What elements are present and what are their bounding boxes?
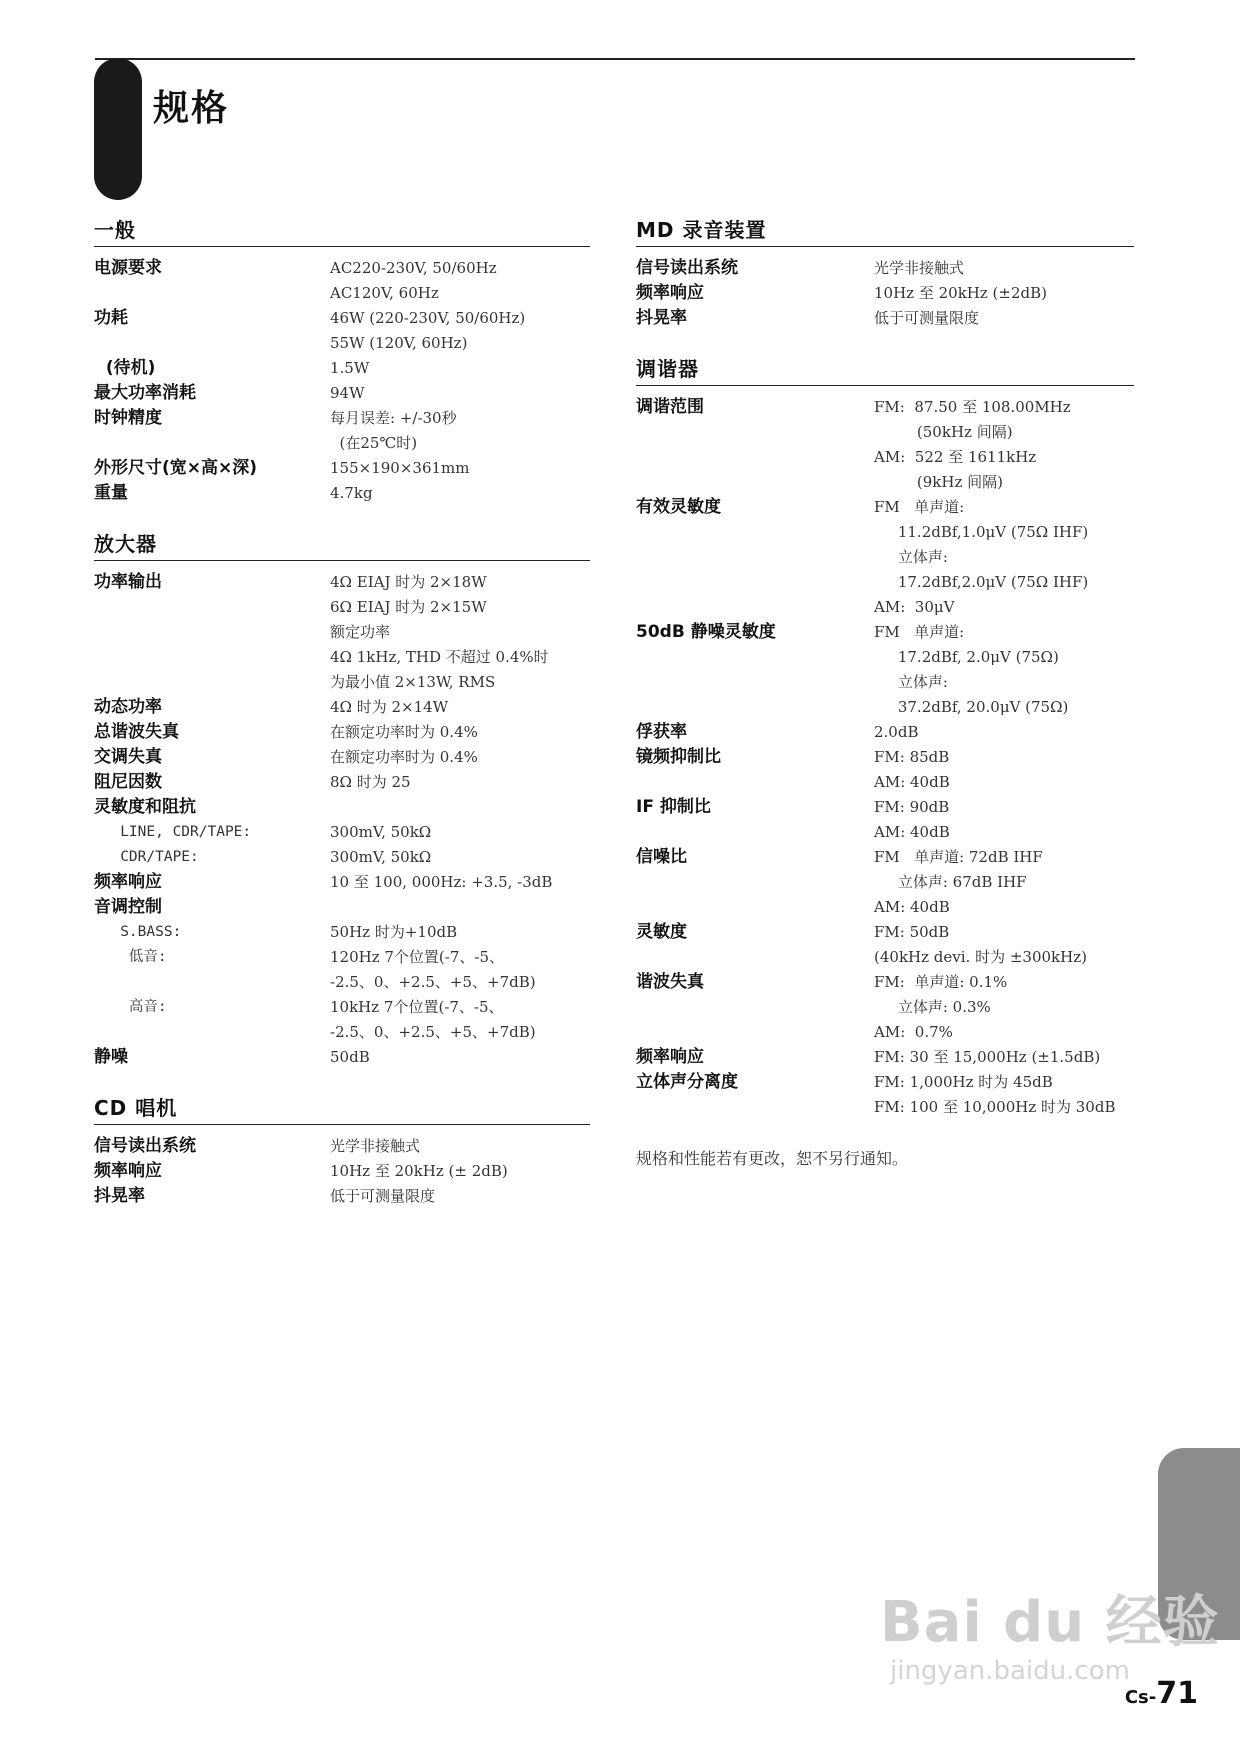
spec-value: 光学非接触式 [330,1137,421,1155]
spec-label: IF 抑制比 [636,797,711,817]
spec-row [94,745,590,770]
spec-row [94,406,590,456]
spec-values [330,945,590,995]
spec-label: 重量 [94,483,128,503]
spec-value: 4Ω 时为 2×14W [330,698,449,716]
spec-row [94,820,590,845]
spec-value: AM: 0.7% [874,1023,953,1041]
spec-label: 50dB 静噪灵敏度 [636,622,776,642]
spec-value: 10Hz 至 20kHz (±2dB) [874,284,1047,302]
spec-values [330,306,590,356]
spec-values [874,795,1134,845]
section-gap [636,331,1134,349]
spec-row [94,920,590,945]
spec-label: 信噪比 [636,847,687,867]
spec-label: 交调失真 [94,747,162,767]
spec-values [874,620,1134,720]
spec-row [94,1159,590,1184]
spec-values [330,695,590,720]
spec-values [330,406,590,456]
spec-value: FM: 87.50 至 108.00MHz [874,398,1071,416]
spec-value: 4Ω 1kHz, THD 不超过 0.4%时 [330,648,549,666]
spec-value: FM 单声道: [874,623,965,641]
spec-label: 抖晃率 [94,1186,145,1206]
spec-label: 阻尼因数 [94,772,162,792]
spec-label: S.BASS: [94,924,182,940]
spec-value: 在额定功率时为 0.4% [330,723,478,741]
page-title: 规格 [153,88,230,129]
spec-row [636,306,1134,331]
spec-value: 立体声: 0.3% [874,998,991,1016]
spec-label: 频率响应 [94,872,162,892]
spec-label: 高音: [94,999,167,1015]
spec-label: 低音: [94,949,167,965]
spec-label: 有效灵敏度 [636,497,721,517]
spec-label: 静噪 [94,1047,128,1067]
spec-label: 抖晃率 [636,308,687,328]
chapter-tab [94,58,142,200]
spec-values [330,745,590,770]
spec-value: 2.0dB [874,723,919,741]
spec-value: AC120V, 60Hz [330,284,439,302]
spec-label: 信号读出系统 [94,1136,196,1156]
spec-value: 光学非接触式 [874,259,965,277]
spec-value: 立体声: [874,673,948,691]
spec-label: LINE, CDR/TAPE: [94,824,252,840]
spec-value: 46W (220-230V, 50/60Hz) [330,309,526,327]
spec-value: (9kHz 间隔) [874,473,1004,491]
section-gap [94,506,590,524]
spec-row [636,1070,1134,1120]
spec-value: 17.2dBf,2.0μV (75Ω IHF) [874,573,1089,591]
spec-values [874,495,1134,620]
spec-value: 155×190×361mm [330,459,470,477]
spec-values [874,256,1134,281]
right-sections [636,210,1134,1120]
spec-label: 灵敏度 [636,922,687,942]
spec-value: (在25℃时) [330,434,418,452]
spec-value: 94W [330,384,365,402]
section-title: MD 录音装置 [636,210,1134,247]
page-number-prefix: Cs- [1124,1687,1157,1708]
section-title: 调谐器 [636,349,1134,386]
spec-note: 规格和性能若有更改，恕不另行通知。 [636,1149,909,1168]
spec-value: 17.2dBf, 2.0μV (75Ω) [874,648,1059,666]
spec-row [94,870,590,895]
spec-row [636,620,1134,720]
spec-row [94,895,590,920]
spec-label: 立体声分离度 [636,1072,738,1092]
section-gap [94,1070,590,1088]
spec-label: (待机) [94,358,156,378]
spec-label: 调谐范围 [636,397,704,417]
spec-value: 立体声: 67dB IHF [874,873,1027,891]
spec-value: 8Ω 时为 25 [330,773,411,791]
top-rule [95,58,1135,60]
spec-label: 信号读出系统 [636,258,738,278]
spec-value: 120Hz 7个位置(-7、-5、 [330,948,505,966]
spec-label: 电源要求 [94,258,162,278]
spec-value: 10 至 100, 000Hz: +3.5, -3dB [330,873,553,891]
spec-value: 4Ω EIAJ 时为 2×18W [330,573,487,591]
spec-row [94,945,590,995]
spec-values [330,570,590,695]
spec-values [874,1045,1134,1070]
spec-values [874,1070,1134,1120]
spec-values [330,820,590,845]
spec-value: 1.5W [330,359,370,377]
spec-row [636,720,1134,745]
left-column [94,210,590,1209]
spec-value: FM: 85dB [874,748,950,766]
spec-row [636,795,1134,845]
spec-row [94,1045,590,1070]
spec-row [94,256,590,306]
spec-row [94,995,590,1045]
spec-value: 50dB [330,1048,370,1066]
spec-value: 每月误差: +/-30秒 [330,409,457,427]
spec-values [874,395,1134,495]
spec-row [636,1045,1134,1070]
spec-value: FM: 90dB [874,798,950,816]
spec-row [636,920,1134,970]
spec-row [94,570,590,695]
spec-row [636,970,1134,1045]
spec-row [94,1184,590,1209]
spec-row [636,495,1134,620]
spec-values [330,456,590,481]
spec-row [636,745,1134,795]
spec-value: 为最小值 2×13W, RMS [330,673,496,691]
spec-value: FM: 1,000Hz 时为 45dB [874,1073,1053,1091]
spec-value: (50kHz 间隔) [874,423,1013,441]
spec-values [330,256,590,306]
spec-values [874,306,1134,331]
spec-value: 11.2dBf,1.0μV (75Ω IHF) [874,523,1089,541]
spec-value: 4.7kg [330,484,373,502]
spec-values [330,720,590,745]
spec-value: 37.2dBf, 20.0μV (75Ω) [874,698,1069,716]
spec-values [874,970,1134,1045]
spec-value: AM: 30μV [874,598,955,616]
spec-label: 功耗 [94,308,128,328]
spec-row [94,720,590,745]
spec-label: 外形尺寸(宽×高×深) [94,458,258,478]
page-number [1125,1676,1198,1711]
spec-value: 300mV, 50kΩ [330,848,432,866]
spec-label: 频率响应 [636,1047,704,1067]
spec-values [874,720,1134,745]
spec-label: 音调控制 [94,897,162,917]
spec-values [874,920,1134,970]
spec-value: 300mV, 50kΩ [330,823,432,841]
spec-label: 谐波失真 [636,972,704,992]
spec-label: 俘获率 [636,722,687,742]
spec-value: (40kHz devi. 时为 ±300kHz) [874,948,1087,966]
spec-row [94,456,590,481]
spec-value: 50Hz 时为+10dB [330,923,458,941]
spec-values [330,381,590,406]
spec-value: 低于可测量限度 [874,309,980,327]
spec-label: 镜频抑制比 [636,747,721,767]
spec-values [330,1134,590,1159]
page-number-value: 71 [1156,1676,1198,1711]
spec-row [94,381,590,406]
spec-values [330,1184,590,1209]
spec-row [94,481,590,506]
spec-label: 频率响应 [636,283,704,303]
spec-values [330,870,590,895]
spec-value: FM: 100 至 10,000Hz 时为 30dB [874,1098,1116,1116]
spec-label: 频率响应 [94,1161,162,1181]
section-title: 放大器 [94,524,590,561]
spec-value: FM: 单声道: 0.1% [874,973,1008,991]
spec-values [330,770,590,795]
spec-row [636,281,1134,306]
spec-values [330,1159,590,1184]
section-title: CD 唱机 [94,1088,590,1125]
spec-values [874,845,1134,920]
spec-label: 总谐波失真 [94,722,179,742]
spec-value: AM: 40dB [874,773,950,791]
spec-row [94,695,590,720]
spec-row [636,256,1134,281]
spec-value: FM 单声道: 72dB IHF [874,848,1043,866]
watermark-url: jingyan.baidu.com [890,1656,1130,1686]
spec-value: FM 单声道: [874,498,965,516]
spec-value: AC220-230V, 50/60Hz [330,259,497,277]
spec-row [94,306,590,356]
spec-row [94,1134,590,1159]
spec-value: AM: 522 至 1611kHz [874,448,1037,466]
spec-row [94,845,590,870]
spec-value: 55W (120V, 60Hz) [330,334,468,352]
spec-label: 最大功率消耗 [94,383,196,403]
spec-values [330,845,590,870]
spec-value: 10Hz 至 20kHz (± 2dB) [330,1162,508,1180]
spec-values [874,281,1134,306]
spec-label: CDR/TAPE: [94,849,199,865]
watermark-logo: Bai du 经验 [880,1590,1220,1655]
spec-label: 灵敏度和阻抗 [94,797,196,817]
spec-value: AM: 40dB [874,823,950,841]
spec-values [330,1045,590,1070]
spec-value: 立体声: [874,548,948,566]
spec-value: 在额定功率时为 0.4% [330,748,478,766]
spec-values [330,481,590,506]
spec-value: AM: 40dB [874,898,950,916]
spec-label: 时钟精度 [94,408,162,428]
spec-value: 额定功率 [330,623,391,641]
spec-row [636,845,1134,920]
spec-value: 低于可测量限度 [330,1187,436,1205]
spec-row [636,395,1134,495]
spec-values [874,745,1134,795]
spec-row [94,356,590,381]
spec-value: FM: 50dB [874,923,950,941]
spec-value: -2.5、0、+2.5、+5、+7dB) [330,973,536,991]
spec-row [94,770,590,795]
spec-values [330,920,590,945]
spec-value: FM: 30 至 15,000Hz (±1.5dB) [874,1048,1101,1066]
spec-value: 10kHz 7个位置(-7、-5、 [330,998,504,1016]
spec-label: 动态功率 [94,697,162,717]
spec-label: 功率输出 [94,572,162,592]
right-column [636,210,1134,1169]
spec-value: 6Ω EIAJ 时为 2×15W [330,598,487,616]
spec-row [94,795,590,820]
spec-value: -2.5、0、+2.5、+5、+7dB) [330,1023,536,1041]
spec-values [330,356,590,381]
section-title: 一般 [94,210,590,247]
spec-values [330,995,590,1045]
